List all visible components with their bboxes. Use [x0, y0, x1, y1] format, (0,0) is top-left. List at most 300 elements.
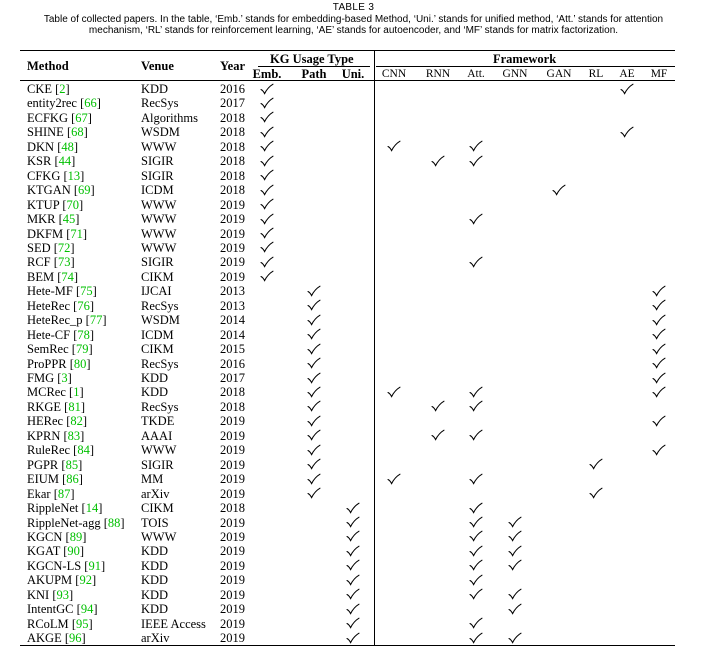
check-icon	[346, 516, 360, 528]
citation-link[interactable]: 80	[73, 356, 87, 371]
year-cell: 2018	[220, 125, 245, 140]
venue-cell: KDD	[141, 587, 169, 602]
check-icon	[346, 530, 360, 542]
check-icon	[260, 213, 274, 225]
check-icon	[652, 343, 666, 355]
venue-cell: ICDM	[141, 327, 174, 342]
check-icon	[652, 444, 666, 456]
year-cell: 2015	[220, 342, 245, 357]
check-icon	[307, 285, 321, 297]
method-name: SemRec	[27, 342, 69, 357]
venue-cell: WSDM	[141, 313, 180, 328]
year-cell: 2019	[220, 414, 245, 429]
check-icon	[508, 530, 522, 542]
citation-link[interactable]: 96	[69, 631, 82, 646]
venue-cell: CIKM	[141, 269, 174, 284]
check-icon	[260, 198, 274, 210]
method-name: RCoLM	[27, 616, 69, 631]
check-icon	[469, 155, 483, 167]
venue-cell: ICDM	[141, 183, 174, 198]
method-cell: DKN [48]	[27, 139, 79, 154]
method-name: KNI	[27, 587, 50, 602]
venue-cell: CIKM	[141, 342, 174, 357]
year-cell: 2019	[220, 255, 245, 270]
method-cell: SED [72]	[27, 240, 75, 255]
year-cell: 2017	[220, 371, 245, 385]
method-name: KGCN	[27, 529, 63, 544]
check-icon	[508, 632, 522, 644]
check-icon	[469, 617, 483, 629]
year-cell: 2018	[220, 385, 245, 400]
check-icon	[307, 357, 321, 369]
venue-cell: WWW	[141, 139, 177, 154]
check-icon	[469, 588, 483, 600]
method-cell: FMG [3]	[27, 371, 72, 385]
check-icon	[469, 400, 483, 412]
method-cell: Hete-CF [78]	[27, 327, 95, 342]
venue-cell: arXiv	[141, 486, 170, 501]
year-cell: 2014	[220, 327, 245, 342]
citation-link[interactable]: 66	[84, 96, 97, 111]
method-cell: KPRN [83]	[27, 428, 85, 443]
method-name: CFKG	[27, 168, 61, 183]
year-cell: 2018	[220, 183, 245, 198]
check-icon	[620, 126, 634, 138]
check-icon	[469, 213, 483, 225]
method-cell: MKR [45]	[27, 212, 80, 227]
citation-link[interactable]: 93	[56, 587, 70, 602]
check-icon	[307, 343, 321, 355]
citation-link[interactable]: 48	[61, 139, 74, 154]
method-name: entity2rec	[27, 96, 77, 111]
method-name: AKGE	[27, 631, 62, 646]
citation-link[interactable]: 85	[65, 457, 79, 472]
year-cell: 2014	[220, 313, 245, 328]
venue-cell: KDD	[141, 602, 169, 617]
method-cell: Ekar [87]	[27, 486, 75, 501]
check-icon	[469, 545, 483, 557]
check-icon	[469, 632, 483, 644]
citation-link[interactable]: 44	[58, 154, 72, 169]
year-cell: 2019	[220, 486, 245, 501]
method-cell: KTUP [70]	[27, 197, 84, 212]
check-icon	[346, 502, 360, 514]
venue-cell: WWW	[141, 529, 177, 544]
check-icon	[508, 559, 522, 571]
check-icon	[589, 458, 603, 470]
check-icon	[508, 516, 522, 528]
year-cell: 2018	[220, 501, 245, 516]
venue-header: Venue	[141, 59, 174, 73]
citation-link[interactable]: 91	[88, 558, 101, 573]
method-cell: CKE [2]	[27, 82, 70, 96]
check-icon	[652, 415, 666, 427]
check-icon	[260, 126, 274, 138]
citation-link[interactable]: 78	[77, 327, 90, 342]
method-name: KGCN-LS	[27, 558, 82, 573]
method-name: RuleRec	[27, 443, 71, 458]
year-cell: 2017	[220, 96, 245, 111]
method-name: SHINE	[27, 125, 64, 140]
method-name: ECFKG	[27, 110, 68, 125]
citation-link[interactable]: 1	[73, 385, 80, 400]
venue-cell: SIGIR	[141, 457, 174, 472]
check-icon	[346, 632, 360, 644]
check-icon	[260, 241, 274, 253]
check-icon	[260, 270, 274, 282]
citation-link[interactable]: 67	[75, 110, 88, 125]
check-icon	[431, 155, 445, 167]
check-icon	[469, 559, 483, 571]
check-icon	[260, 256, 274, 268]
citation-link[interactable]: 89	[69, 529, 83, 544]
method-cell: HeteRec_p [77]	[27, 313, 107, 328]
year-cell: 2018	[220, 110, 245, 125]
method-name: MCRec	[27, 385, 66, 400]
check-icon	[469, 574, 483, 586]
column-header-att: Att.	[467, 68, 485, 80]
method-cell: RippleNet-agg [88]	[27, 515, 125, 530]
check-icon	[431, 400, 445, 412]
method-name: RKGE	[27, 399, 62, 414]
citation-link[interactable]: 88	[107, 515, 121, 530]
column-header-rnn: RNN	[425, 68, 451, 80]
method-cell: AKUPM [92]	[27, 573, 97, 588]
check-icon	[652, 314, 666, 326]
check-icon	[260, 83, 274, 95]
table-caption	[0, 2, 707, 37]
citation-link[interactable]: 70	[66, 197, 79, 212]
check-icon	[469, 516, 483, 528]
venue-cell: SIGIR	[141, 168, 174, 183]
check-icon	[652, 372, 666, 384]
year-cell: 2018	[220, 139, 245, 154]
check-icon	[469, 140, 483, 152]
method-name: HERec	[27, 414, 64, 429]
method-name: BEM	[27, 269, 55, 284]
method-cell: RCoLM [95]	[27, 616, 93, 631]
method-cell: Hete-MF [75]	[27, 284, 97, 299]
check-icon	[307, 458, 321, 470]
check-icon	[469, 256, 483, 268]
check-icon	[508, 545, 522, 557]
venue-cell: CIKM	[141, 501, 174, 516]
citation-link[interactable]: 69	[78, 183, 91, 198]
year-cell: 2019	[220, 197, 245, 212]
venue-cell: IJCAI	[141, 284, 172, 299]
venue-cell: WWW	[141, 197, 177, 212]
citation-link[interactable]: 2	[59, 82, 66, 96]
venue-cell: AAAI	[141, 428, 173, 443]
method-name: HeteRec	[27, 298, 71, 313]
check-icon	[307, 444, 321, 456]
method-name: ProPPR	[27, 356, 67, 371]
method-name: Ekar	[27, 486, 51, 501]
year-cell: 2019	[220, 269, 245, 284]
check-icon	[620, 83, 634, 95]
venue-cell: KDD	[141, 82, 169, 96]
method-cell: MCRec [1]	[27, 385, 84, 400]
citation-link[interactable]: 86	[66, 472, 79, 487]
column-header-ae: AE	[619, 68, 635, 80]
check-icon	[652, 299, 666, 311]
check-icon	[307, 429, 321, 441]
year-cell: 2019	[220, 544, 245, 559]
year-cell: 2019	[220, 443, 245, 458]
check-icon	[508, 588, 522, 600]
year-cell: 2018	[220, 154, 245, 169]
check-icon	[469, 386, 483, 398]
method-name: EIUM	[27, 472, 59, 487]
year-cell: 2013	[220, 298, 245, 313]
citation-link[interactable]: 79	[75, 342, 89, 357]
year-cell: 2019	[220, 457, 245, 472]
check-icon	[552, 184, 566, 196]
method-cell: HERec [82]	[27, 414, 88, 429]
check-icon	[346, 588, 360, 600]
column-header-path: Path	[301, 67, 327, 81]
citation-link[interactable]: 75	[80, 284, 93, 299]
check-icon	[652, 386, 666, 398]
venue-cell: SIGIR	[141, 154, 174, 169]
year-cell: 2016	[220, 356, 245, 371]
method-name: KTGAN	[27, 183, 71, 198]
venue-cell: RecSys	[141, 356, 179, 371]
check-icon	[346, 545, 360, 557]
method-cell: KGCN-LS [91]	[27, 558, 106, 573]
citation-link[interactable]: 95	[75, 616, 89, 631]
method-cell: SHINE [68]	[27, 125, 88, 140]
column-header-mf: MF	[650, 68, 668, 80]
kg-usage-group-header: KG Usage Type	[270, 52, 354, 66]
method-cell: ProPPR [80]	[27, 356, 91, 371]
check-icon	[346, 559, 360, 571]
method-name: KPRN	[27, 428, 61, 443]
method-cell: BEM [74]	[27, 269, 79, 284]
method-name: KSR	[27, 154, 52, 169]
citation-link[interactable]: 92	[79, 573, 92, 588]
citation-link[interactable]: 45	[62, 212, 76, 227]
venue-cell: TOIS	[141, 515, 169, 530]
citation-link[interactable]: 94	[80, 602, 94, 617]
citation-link[interactable]: 68	[71, 125, 84, 140]
method-cell: KNI [93]	[27, 587, 74, 602]
venue-cell: KDD	[141, 371, 169, 385]
citation-link[interactable]: 74	[61, 269, 74, 284]
method-name: AKUPM	[27, 573, 73, 588]
check-icon	[260, 111, 274, 123]
year-cell: 2019	[220, 212, 245, 227]
year-cell: 2019	[220, 558, 245, 573]
citation-link[interactable]: 77	[89, 313, 103, 328]
year-cell: 2019	[220, 226, 245, 241]
check-icon	[652, 285, 666, 297]
check-icon	[307, 328, 321, 340]
venue-cell: IEEE Access	[141, 616, 206, 631]
check-icon	[307, 386, 321, 398]
check-icon	[469, 502, 483, 514]
year-cell: 2019	[220, 515, 245, 530]
citation-link[interactable]: 87	[57, 486, 71, 501]
venue-cell: KDD	[141, 385, 169, 400]
column-header-uni: Uni.	[341, 67, 365, 81]
check-icon	[589, 487, 603, 499]
year-header: Year	[220, 59, 245, 73]
venue-cell: WWW	[141, 226, 177, 241]
check-icon	[346, 574, 360, 586]
year-cell: 2019	[220, 529, 245, 544]
method-cell: ECFKG [67]	[27, 110, 92, 125]
method-header: Method	[27, 59, 69, 73]
check-icon	[652, 328, 666, 340]
method-name: DKN	[27, 139, 55, 154]
method-name: RippleNet-agg	[27, 515, 101, 530]
method-cell: CFKG [13]	[27, 168, 85, 183]
venue-cell: MM	[141, 472, 164, 487]
citation-link[interactable]: 3	[61, 371, 68, 385]
citation-link[interactable]: 83	[67, 428, 81, 443]
check-icon	[508, 603, 522, 615]
check-icon	[469, 429, 483, 441]
method-cell: PGPR [85]	[27, 457, 83, 472]
year-cell: 2018	[220, 399, 245, 414]
method-cell: entity2rec [66]	[27, 96, 101, 111]
venue-cell: WWW	[141, 212, 177, 227]
method-name: CKE	[27, 82, 52, 96]
method-name: KGAT	[27, 544, 61, 559]
year-cell: 2019	[220, 428, 245, 443]
venue-cell: TKDE	[141, 414, 175, 429]
check-icon	[307, 314, 321, 326]
venue-cell: arXiv	[141, 631, 170, 646]
column-header-gan: GAN	[546, 68, 572, 80]
year-cell: 2019	[220, 631, 245, 646]
method-name: RippleNet	[27, 501, 79, 516]
column-divider	[374, 51, 375, 645]
year-cell: 2013	[220, 284, 245, 299]
check-icon	[307, 473, 321, 485]
method-cell: HeteRec [76]	[27, 298, 94, 313]
year-cell: 2018	[220, 168, 245, 183]
citation-link[interactable]: 73	[57, 255, 71, 270]
year-cell: 2019	[220, 472, 245, 487]
year-cell: 2019	[220, 240, 245, 255]
check-icon	[260, 97, 274, 109]
method-cell: RuleRec [84]	[27, 443, 95, 458]
citation-link[interactable]: 81	[68, 399, 81, 414]
framework-group-header: Framework	[493, 52, 557, 66]
check-icon	[387, 386, 401, 398]
citation-link[interactable]: 82	[70, 414, 83, 429]
method-cell: RCF [73]	[27, 255, 75, 270]
venue-cell: WWW	[141, 240, 177, 255]
citation-link[interactable]: 13	[67, 168, 81, 183]
method-name: KTUP	[27, 197, 60, 212]
venue-cell: RecSys	[141, 399, 179, 414]
method-name: FMG	[27, 371, 55, 385]
venue-cell: SIGIR	[141, 255, 174, 270]
method-name: MKR	[27, 212, 56, 227]
method-cell: DKFM [71]	[27, 226, 88, 241]
method-name: PGPR	[27, 457, 59, 472]
method-cell: EIUM [86]	[27, 472, 83, 487]
citation-link[interactable]: 72	[57, 240, 71, 255]
column-header-rl: RL	[588, 68, 604, 80]
check-icon	[307, 415, 321, 427]
method-name: IntentGC	[27, 602, 74, 617]
citation-link[interactable]: 84	[77, 443, 90, 458]
citation-link[interactable]: 71	[70, 226, 83, 241]
method-name: HeteRec_p	[27, 313, 83, 328]
venue-cell: KDD	[141, 558, 169, 573]
table-bottom-rule	[20, 645, 675, 646]
citation-link[interactable]: 14	[85, 501, 99, 516]
method-cell: KGAT [90]	[27, 544, 85, 559]
venue-cell: KDD	[141, 573, 169, 588]
check-icon	[387, 140, 401, 152]
year-cell: 2019	[220, 616, 245, 631]
check-icon	[469, 473, 483, 485]
method-cell: KSR [44]	[27, 154, 76, 169]
venue-cell: KDD	[141, 544, 169, 559]
method-cell: IntentGC [94]	[27, 602, 98, 617]
check-icon	[260, 155, 274, 167]
check-icon	[431, 429, 445, 441]
method-name: SED	[27, 240, 51, 255]
method-name: RCF	[27, 255, 51, 270]
citation-link[interactable]: 90	[67, 544, 80, 559]
method-cell: KTGAN [69]	[27, 183, 95, 198]
check-icon	[260, 227, 274, 239]
check-icon	[307, 372, 321, 384]
venue-cell: Algorithms	[141, 110, 198, 125]
venue-cell: RecSys	[141, 298, 179, 313]
method-name: Hete-CF	[27, 327, 71, 342]
citation-link[interactable]: 76	[77, 298, 90, 313]
method-name: DKFM	[27, 226, 64, 241]
table-title: TABLE 3	[332, 2, 375, 13]
table-caption-text: Table of collected papers. In the table, ‘Emb.’ stands for embedding-based Method, ‘Uni.’ stands for unified method, ‘Att.’ stands for attention mechanism, ‘RL’ stands for reinforcement learning, ‘AE’ stands for autoencoder, and ‘MF’ stands for matrix factorization.	[43, 13, 664, 36]
check-icon	[387, 473, 401, 485]
check-icon	[346, 603, 360, 615]
year-cell: 2019	[220, 587, 245, 602]
venue-cell: RecSys	[141, 96, 179, 111]
column-header-gnn: GNN	[502, 68, 528, 80]
method-name: Hete-MF	[27, 284, 73, 299]
year-cell: 2019	[220, 573, 245, 588]
check-icon	[307, 299, 321, 311]
year-cell: 2019	[220, 602, 245, 617]
check-icon	[652, 357, 666, 369]
year-cell: 2016	[220, 82, 245, 96]
column-header-emb: Emb.	[252, 67, 282, 81]
check-icon	[260, 140, 274, 152]
method-cell: RKGE [81]	[27, 399, 85, 414]
check-icon	[260, 184, 274, 196]
venue-cell: WSDM	[141, 125, 180, 140]
check-icon	[469, 530, 483, 542]
method-cell: RippleNet [14]	[27, 501, 103, 516]
method-cell: KGCN [89]	[27, 529, 87, 544]
venue-cell: WWW	[141, 443, 177, 458]
check-icon	[260, 169, 274, 181]
check-icon	[307, 487, 321, 499]
method-cell: SemRec [79]	[27, 342, 93, 357]
method-cell: AKGE [96]	[27, 631, 86, 646]
check-icon	[346, 617, 360, 629]
check-icon	[307, 400, 321, 412]
column-header-cnn: CNN	[381, 68, 407, 80]
